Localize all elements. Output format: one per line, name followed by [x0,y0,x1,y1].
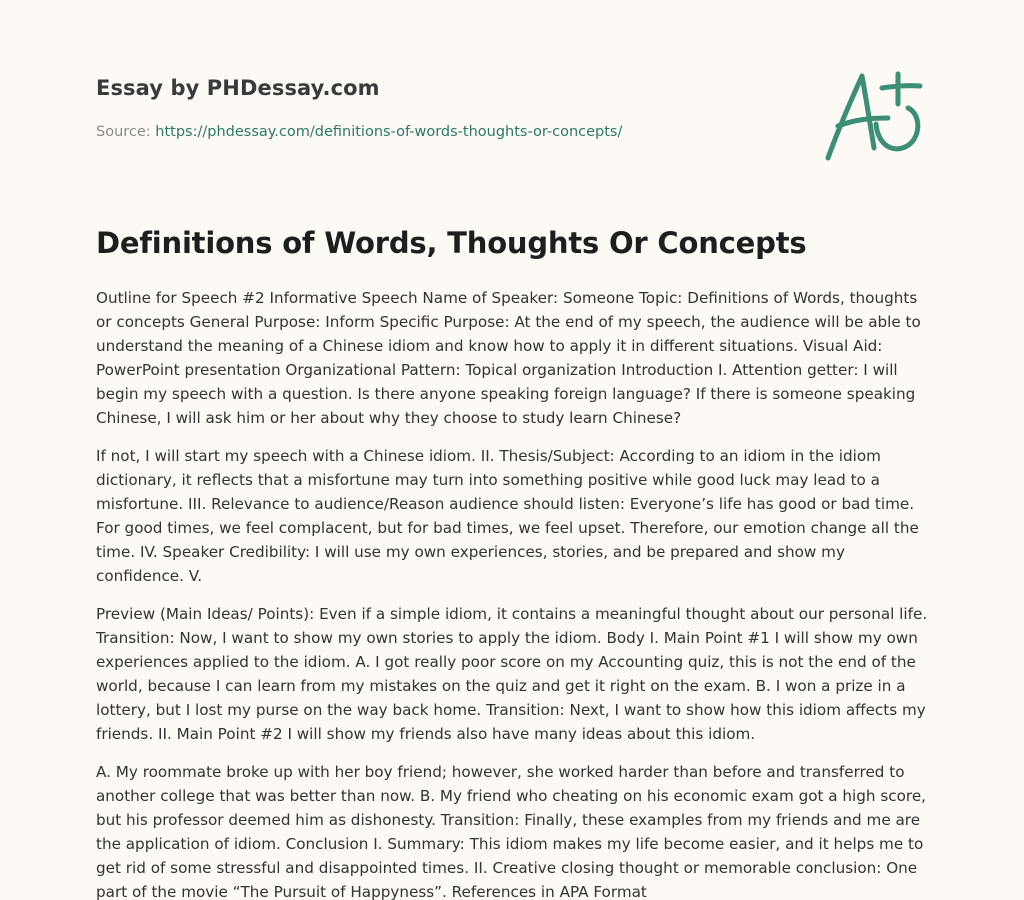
source-link[interactable]: https://phdessay.com/definitions-of-words-thoughts-or-concepts/ [155,124,623,140]
source-label: Source: [96,124,156,140]
paragraph: If not, I will start my speech with a Chinese idiom. II. Thesis/Subject: According to an idiom in the idiom dictionary, it reflects that a misfortune may turn into something positive while good luck may lead to a misfortune. III. Relevance to audience/Reason audience should listen: Everyone’s life has good or bad time. For good times, we feel complacent, but for bad times, we feel upset. Therefore, our emotion change all the time. IV. Speaker Credibility: I will use my own experiences, stories, and be prepared and show my confidence. V. [96,447,919,585]
paragraph: Preview (Main Ideas/ Points): Even if a simple idiom, it contains a meaningful thought about our personal life. Transition: Now, I want to show my own stories to apply the idiom. Body I. Main Point #1 I will show my own experiences applied to the idiom. A. I got really poor score on my Accounting quiz, this is not the end of the world, because I can learn from my mistakes on the quiz and get it right on the exam. B. I won a prize in a lottery, but I lost my purse on the way back home. Transition: Next, I want to show how this idiom affects my friends. II. Main Point #2 I will show my friends also have many ideas about this idiom. [96,605,928,743]
essay-body [96,286,930,900]
site-title: Essay by PHDessay.com [96,76,380,100]
paragraph: Outline for Speech #2 Informative Speech Name of Speaker: Someone Topic: Definitions of Words, thoughts or concepts General Purpose: Inform Specific Purpose: At the end of my speech, the audience will be able to understand the meaning of a Chinese idiom and know how to apply it in different situations. Visual Aid: PowerPoint presentation Organizational Pattern: Topical organization Introduction I. Attention getter: I will begin my speech with a question. Is there anyone speaking foreign language? If there is someone speaking Chinese, I will ask him or her about why they choose to study learn Chinese? [96,289,921,427]
source-line [96,124,622,140]
paragraph: A. My roommate broke up with her boy friend; however, she worked harder than before and transferred to another college that was better than now. B. My friend who cheating on his economic exam got a high score, but his professor deemed him as dishonesty. Transition: Finally, these examples from my friends and me are the application of idiom. Conclusion I. Summary: This idiom makes my life become easier, and it helps me to get rid of some stressful and disappointed times. II. Creative closing thought or memorable conclusion: One part of the movie “The Pursuit of Happyness”. References in APA Format [96,763,926,900]
document-title: Definitions of Words, Thoughts Or Concepts [96,226,807,260]
a-plus-logo-icon [818,68,930,166]
